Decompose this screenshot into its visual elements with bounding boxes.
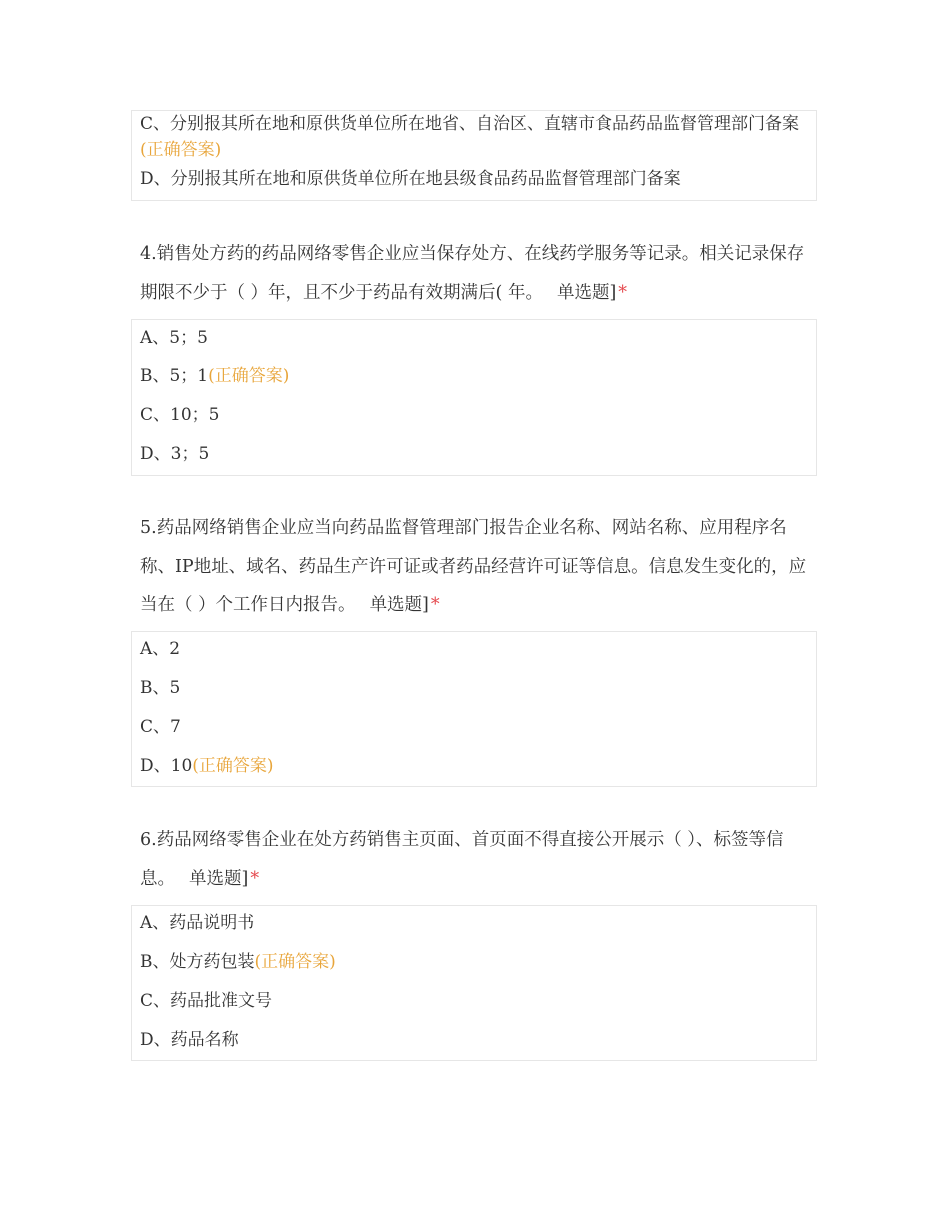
option-text: D、3；5	[140, 444, 210, 464]
q6-option-d	[140, 1027, 808, 1053]
correct-answer-mark: (正确答案)	[140, 140, 222, 160]
question-text: 6.药品网络零售企业在处方药销售主页面、首页面不得直接公开展示（ ）、标签等信息。	[140, 830, 784, 889]
q5-option-d	[140, 753, 808, 779]
option-text: C、7	[140, 717, 181, 737]
q6-option-b	[140, 949, 808, 975]
q3-options	[131, 110, 817, 201]
required-mark: *	[250, 868, 260, 889]
q5-option-c	[140, 714, 808, 740]
option-text: C、分别报其所在地和原供货单位所在地省、自治区、直辖市食品药品监督管理部门备案	[140, 114, 800, 134]
question-type: 单选题]	[369, 595, 429, 615]
q6-option-c	[140, 988, 808, 1014]
correct-answer-mark: (正确答案)	[254, 952, 336, 972]
q5-option-a	[140, 636, 808, 662]
question-type: 单选题]	[556, 282, 617, 303]
correct-answer-mark: (正确答案)	[208, 366, 290, 386]
q6-question	[140, 821, 808, 898]
q4-option-b	[140, 363, 808, 389]
option-text: D、10	[140, 756, 193, 776]
question-text: 5.药品网络销售企业应当向药品监督管理部门报告企业名称、网站名称、应用程序名称、IP地址、域名、药品生产许可证或者药品经营许可证等信息。信息发生变化的，应当在（ ）个工作日内报告。	[140, 518, 807, 615]
option-text: C、10；5	[140, 405, 220, 425]
option-text: B、处方药包装	[140, 952, 255, 972]
q4-option-d	[140, 441, 808, 467]
correct-answer-mark: (正确答案)	[192, 756, 274, 776]
q3-option-c	[140, 111, 808, 163]
option-text: D、分别报其所在地和原供货单位所在地县级食品药品监督管理部门备案	[140, 169, 681, 189]
option-text: A、药品说明书	[140, 913, 255, 933]
question-text: 4.销售处方药的药品网络零售企业应当保存处方、在线药学服务等记录。相关记录保存期限不少于（ ）年，且不少于药品有效期满后( 年。	[140, 244, 805, 303]
q6-option-a	[140, 910, 808, 936]
required-mark: *	[618, 282, 628, 303]
q6-options	[131, 905, 817, 1061]
q4-question	[140, 235, 808, 312]
option-text: C、药品批准文号	[140, 991, 273, 1011]
q4-options	[131, 319, 817, 476]
q5-option-b	[140, 675, 808, 701]
q4-option-a	[140, 325, 808, 351]
option-text: A、5；5	[140, 328, 208, 348]
q5-question	[140, 509, 808, 625]
question-type: 单选题]	[189, 868, 249, 889]
option-text: B、5；1	[140, 366, 209, 386]
option-text: A、2	[140, 639, 181, 659]
q4-option-c	[140, 402, 808, 428]
q5-options	[131, 631, 817, 787]
required-mark: *	[430, 595, 440, 615]
q3-option-d	[140, 166, 808, 192]
option-text: B、5	[140, 678, 181, 698]
option-text: D、药品名称	[140, 1030, 239, 1050]
